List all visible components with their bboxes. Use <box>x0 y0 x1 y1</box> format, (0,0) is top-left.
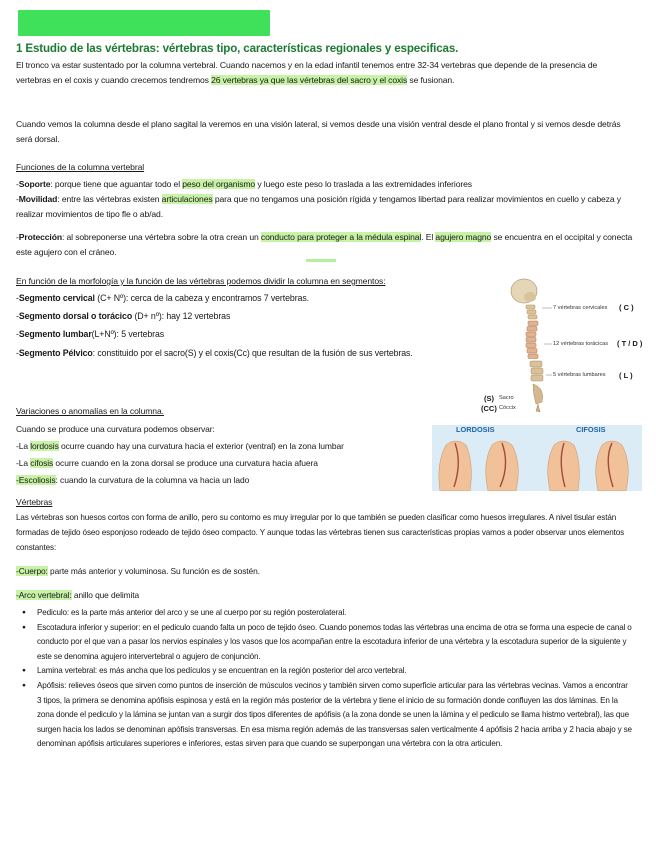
cervical-label: Segmento cervical <box>18 293 95 303</box>
intro-text-b: se fusionan. <box>407 74 455 85</box>
lumbar-text: (L+Nº): 5 vertebras <box>91 329 165 339</box>
movilidad-text-b: para que no tengamos una posición rígida y tengamos libertad para realizar movimientos en cuello y cabeza y realizar movimientos de tipo fle o ab/ad. <box>16 194 621 219</box>
label-lumbares: 5 vértebras lumbares <box>553 372 606 378</box>
list-item: ● Apófisis: relieves óseos que sirven como puntos de inserción de músculos vecinos y también sirven como superficie articular para las vértebras vecinas. Vamos a encontrar 3 tipos, la primera se denomina apófisis espinosa y está en la región más posterior de la vértebra y tiene el inicio de su formación donde confluyen las dos láminas. En la zona donde el pediculo y la lámina se juntan van a surgir dos tipos diferentes de apófisis (a la zona donde se unen la lámina y el pediculo se llama histmo vertebral), las que surgen hacia los lados se denominan apófisis transversas. En esa misma región además de las transversas salen verticalmente 4 apófisis 2 hacia arriba y 2 hacia abajo y se denominan apófisis articulares superiores e inferiores, estas sirven para que cuando se superpongan una vértebra con la otra articulen. <box>16 679 632 752</box>
segmento-dorsal: -Segmento dorsal o torácico (D+ nº): hay 12 vertebras <box>16 311 231 321</box>
highlight-bar <box>18 10 270 36</box>
arco-text: anillo que delimita <box>71 590 140 600</box>
marker-stroke <box>306 259 336 262</box>
soporte-text-b: y luego este peso lo traslada a las extremidades inferiores <box>255 179 472 189</box>
arco-highlight: -Arco vertebral: <box>16 590 72 600</box>
tag-s: (S) <box>484 394 494 403</box>
list-item: ● Lamina vertebral: es más ancha que los pedículos y se encuentran en la región posterior del arco vertebral. <box>16 664 632 679</box>
cifosis-highlight: cifosis <box>30 458 54 468</box>
figure-cifosis-label: CIFOSIS <box>576 425 606 434</box>
vertebras-heading: Vértebras <box>16 497 53 507</box>
proteccion-text-a: : al sobreponerse una vértebra sobre la otra crean un <box>61 232 261 242</box>
label-coccix: Cóccix <box>499 405 516 411</box>
label-sacro: Sacro <box>499 395 514 401</box>
list-item: ● Escotadura inferior y superior: en el pediculo cuando falta un poco de tejido óseo. Cuando ponemos todas las vértebras una encima de otra se forma una especie de canal o conducto por el que van a pasar los nervios espinales y los vasos que los acompañan entre la escotadura inferior de una vértebra y la escotadura superior de la siguiente y este se denomina agujero intervertebral o agujero de conjunción. <box>16 621 632 665</box>
lordosis-prefix: -La <box>16 441 31 451</box>
list-item: ● Pediculo: es la parte más anterior del arco y se une al cuerpo por su región posterolateral. <box>16 606 632 621</box>
movilidad-label: Movilidad <box>18 194 58 204</box>
escoliosis-line <box>16 475 249 485</box>
back-illustrations <box>432 433 642 491</box>
label-cervicales: 7 vértebras cervicales <box>553 305 608 311</box>
curvature-figure <box>432 425 642 491</box>
variaciones-intro: Cuando se produce una curvatura podemos observar: <box>16 424 215 434</box>
intro-highlight: 26 vertebras ya que las vértebras del sacro y el coxis <box>211 74 408 85</box>
funcion-proteccion: -Protección: al sobreponerse una vértebra sobre la otra crean un conducto para proteger a la médula espinal. El agujero magno se encuentra en el occipital y conecta este agujero con el cráneo. <box>16 232 633 257</box>
movilidad-text-a: : entre las vértebras existen <box>57 194 162 204</box>
proteccion-highlight: conducto para proteger a la médula espinal <box>260 232 422 242</box>
soporte-highlight: peso del organismo <box>182 179 256 189</box>
segmento-lumbar: -Segmento lumbar(L+Nº): 5 vertebras <box>16 329 165 339</box>
page-title: 1 Estudio de las vértebras: vértebras tipo, características regionales y especificas. <box>16 42 459 55</box>
tag-c: ( C ) <box>619 303 634 312</box>
funciones-heading: Funciones de la columna vertebral <box>16 162 145 172</box>
proteccion-label: Protección <box>18 232 62 242</box>
lordosis-line <box>16 441 344 451</box>
funcion-soporte: -Soporte: porque tiene que aguantar todo el peso del organismo y luego este peso lo traslada a las extremidades inferiores <box>16 179 472 189</box>
figure-lordosis-label: LORDOSIS <box>456 425 495 434</box>
soporte-label: Soporte <box>18 179 51 189</box>
lordosis-highlight: lordosis <box>30 441 59 451</box>
lordosis-text: ocurre cuando hay una curvatura hacia el exterior (ventral) en la zona lumbar <box>58 441 344 451</box>
pelvico-text: : constituido por el sacro(S) y el coxis(Cc) que resultan de la fusión de sus vertebras. <box>92 348 413 358</box>
tag-cc: (CC) <box>481 404 497 413</box>
label-toracicas: 12 vértebras torácicas <box>553 341 609 347</box>
dorsal-label: Segmento dorsal o torácico <box>18 311 133 321</box>
intro-paragraph-1 <box>16 58 634 88</box>
arco-line <box>16 590 139 600</box>
agujero-magno-highlight: agujero magno <box>435 232 492 242</box>
soporte-text-a: : porque tiene que aguantar todo el <box>50 179 183 189</box>
proteccion-text-c: se encuentra en el occipital y conecta este agujero con el cráneo. <box>16 232 633 257</box>
cuerpo-highlight: -Cuerpo: <box>16 566 48 576</box>
segmentos-heading: En función de la morfología y la función de las vértebras podemos dividir la columna en segmentos: <box>16 276 386 286</box>
cifosis-text: ocurre cuando en la zona dorsal se produce una curvatura hacia afuera <box>53 458 318 468</box>
tag-l: ( L ) <box>619 371 633 380</box>
escoliosis-text: : cuando la curvatura de la columna va hacia un lado <box>55 475 250 485</box>
tag-td: ( T / D ) <box>617 339 643 348</box>
vertebras-paragraph: Las vértebras son huesos cortos con forma de anillo, pero su contorno es muy irregular por lo que también se pueden clasificar como huesos irregulares. A nivel tisular están formadas de tejido óseo esponjoso rodeado de tejido óseo compacto. Y aunque todas las vértebras tienen sus características propias vamos a poder observar unos elementos constantes: <box>16 513 625 552</box>
intro-paragraph-2: Cuando vemos la columna desde el plano sagital la veremos en una visión lateral, si vemos desde una visión ventral desde el plano frontal y si vemos desde detrás será dorsal. <box>16 119 621 144</box>
segmento-cervical: -Segmento cervical (C+ Nº): cerca de la cabeza y encontramos 7 vertebras. <box>16 293 309 303</box>
arco-elements-list <box>16 606 632 752</box>
variaciones-heading: Variaciones o anomalías en la columna. <box>16 406 164 416</box>
escoliosis-highlight: -Escoliosis <box>16 475 56 485</box>
cuerpo-line <box>16 566 260 576</box>
pelvico-label: Segmento Pélvico <box>18 348 93 358</box>
cifosis-line <box>16 458 318 468</box>
cifosis-prefix: -La <box>16 458 31 468</box>
dorsal-text: (D+ nº): hay 12 vertebras <box>132 311 231 321</box>
cuerpo-text: parte más anterior y voluminosa. Su función es de sostén. <box>47 566 260 576</box>
movilidad-highlight: articulaciones <box>161 194 213 204</box>
intro-text-a: El tronco va estar sustentado por la columna vertebral. Cuando nacemos y en la edad infantil tenemos entre 32-34 vertebras que depende de la presencia de vertebras en el coxis y cuando crecemos tendremos <box>16 60 598 85</box>
funcion-movilidad: -Movilidad: entre las vértebras existen articulaciones para que no tengamos una posición rígida y tengamos libertad para realizar movimientos en cuello y cabeza y realizar movimientos de tipo fle o ab/ad. <box>16 194 621 219</box>
segmento-pelvico: -Segmento Pélvico: constituido por el sacro(S) y el coxis(Cc) que resultan de la fusión de sus vertebras. <box>16 348 413 358</box>
lumbar-label: Segmento lumbar <box>18 329 92 339</box>
cervical-text: (C+ Nº): cerca de la cabeza y encontramos 7 vertebras. <box>94 293 309 303</box>
proteccion-text-b: . El <box>421 232 436 242</box>
